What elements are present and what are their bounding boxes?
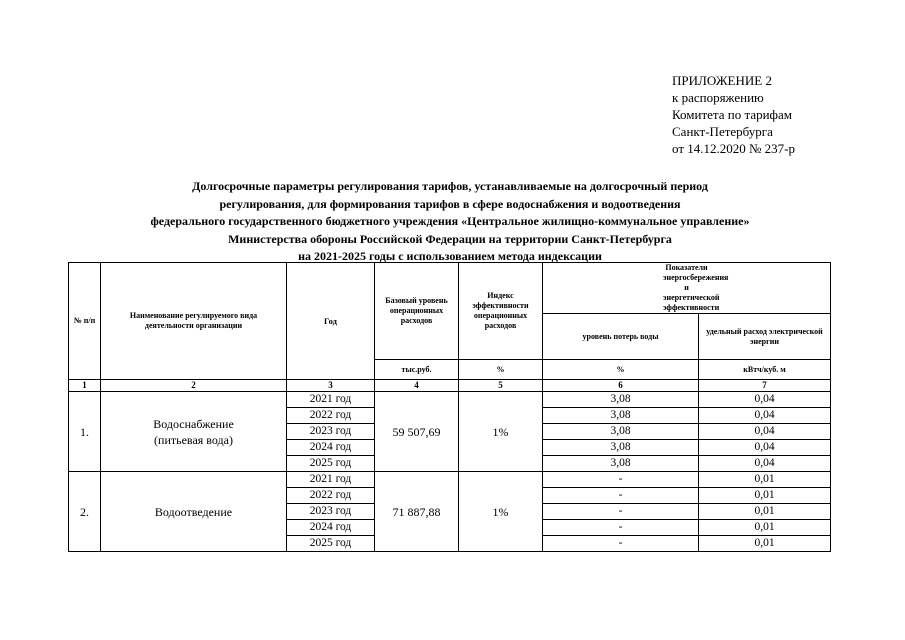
losses-cell: - xyxy=(543,536,699,552)
group-name: Водоснабжение (питьевая вода) xyxy=(101,392,287,472)
losses-cell: - xyxy=(543,504,699,520)
table-row xyxy=(69,472,831,488)
year-cell: 2022 год xyxy=(287,488,375,504)
year-cell: 2025 год xyxy=(287,456,375,472)
losses-cell: - xyxy=(543,520,699,536)
appendix-line: Комитета по тарифам xyxy=(672,107,792,122)
electricity-cell: 0,01 xyxy=(699,504,831,520)
group-num: 2. xyxy=(69,472,101,552)
electricity-cell: 0,01 xyxy=(699,536,831,552)
appendix-line: к распоряжению xyxy=(672,90,764,105)
table-row xyxy=(69,392,831,408)
col-number: 4 xyxy=(375,380,459,392)
col-number: 1 xyxy=(69,380,101,392)
index-value: 1% xyxy=(459,472,543,552)
group-num: 1. xyxy=(69,392,101,472)
parameters-table xyxy=(68,262,831,552)
header-activity: Наименование регулируемого вида деятельности организации xyxy=(101,263,287,380)
electricity-cell: 0,04 xyxy=(699,424,831,440)
title-line: Долгосрочные параметры регулирования тарифов, устанавливаемые на долгосрочный период xyxy=(192,179,708,193)
appendix-block xyxy=(672,72,795,157)
year-cell: 2025 год xyxy=(287,536,375,552)
base-value: 71 887,88 xyxy=(375,472,459,552)
index-value: 1% xyxy=(459,392,543,472)
group-name: Водоотведение xyxy=(101,472,287,552)
losses-cell: 3,08 xyxy=(543,440,699,456)
appendix-title: ПРИЛОЖЕНИЕ 2 xyxy=(672,73,772,88)
document-title xyxy=(60,178,840,266)
title-line: регулирования, для формирования тарифов в сфере водоснабжения и водоотведения xyxy=(219,196,681,211)
header-electricity: удельный расход электрической энергии xyxy=(699,314,831,360)
electricity-cell: 0,04 xyxy=(699,392,831,408)
header-row xyxy=(69,263,831,314)
col-number: 5 xyxy=(459,380,543,392)
electricity-cell: 0,04 xyxy=(699,456,831,472)
title-line: на 2021-2025 годы с использованием метода индексации xyxy=(298,249,602,263)
header-base: Базовый уровень операционных расходов xyxy=(375,263,459,360)
year-cell: 2024 год xyxy=(287,440,375,456)
appendix-date: от 14.12.2020 № 237-р xyxy=(672,141,795,156)
header-index: Индекс эффективности операционных расходов xyxy=(459,263,543,360)
year-cell: 2023 год xyxy=(287,504,375,520)
title-line: федерального государственного бюджетного учреждения «Центральное жилищно-коммунальное управление» xyxy=(150,214,750,228)
electricity-cell: 0,01 xyxy=(699,488,831,504)
losses-cell: - xyxy=(543,488,699,504)
losses-cell: 3,08 xyxy=(543,408,699,424)
year-cell: 2024 год xyxy=(287,520,375,536)
col-number: 7 xyxy=(699,380,831,392)
losses-cell: - xyxy=(543,472,699,488)
year-cell: 2022 год xyxy=(287,408,375,424)
electricity-cell: 0,01 xyxy=(699,472,831,488)
year-cell: 2023 год xyxy=(287,424,375,440)
unit-base: тыс.руб. xyxy=(375,360,459,380)
col-number: 6 xyxy=(543,380,699,392)
electricity-cell: 0,01 xyxy=(699,520,831,536)
appendix-line: Санкт-Петербурга xyxy=(672,124,773,139)
losses-cell: 3,08 xyxy=(543,424,699,440)
unit-electricity: кВтч/куб. м xyxy=(699,360,831,380)
header-year: Год xyxy=(287,263,375,380)
unit-losses: % xyxy=(543,360,699,380)
losses-cell: 3,08 xyxy=(543,392,699,408)
base-value: 59 507,69 xyxy=(375,392,459,472)
losses-cell: 3,08 xyxy=(543,456,699,472)
header-num: № п/п xyxy=(69,263,101,380)
electricity-cell: 0,04 xyxy=(699,408,831,424)
header-losses: уровень потерь воды xyxy=(543,314,699,360)
col-number: 3 xyxy=(287,380,375,392)
header-energy-group: Показатели энергосбережения и энергетической эффективности xyxy=(543,263,831,314)
year-cell: 2021 год xyxy=(287,392,375,408)
unit-index: % xyxy=(459,360,543,380)
electricity-cell: 0,04 xyxy=(699,440,831,456)
title-line: Министерства обороны Российской Федерации на территории Санкт-Петербурга xyxy=(228,231,672,246)
column-number-row xyxy=(69,380,831,392)
col-number: 2 xyxy=(101,380,287,392)
year-cell: 2021 год xyxy=(287,472,375,488)
